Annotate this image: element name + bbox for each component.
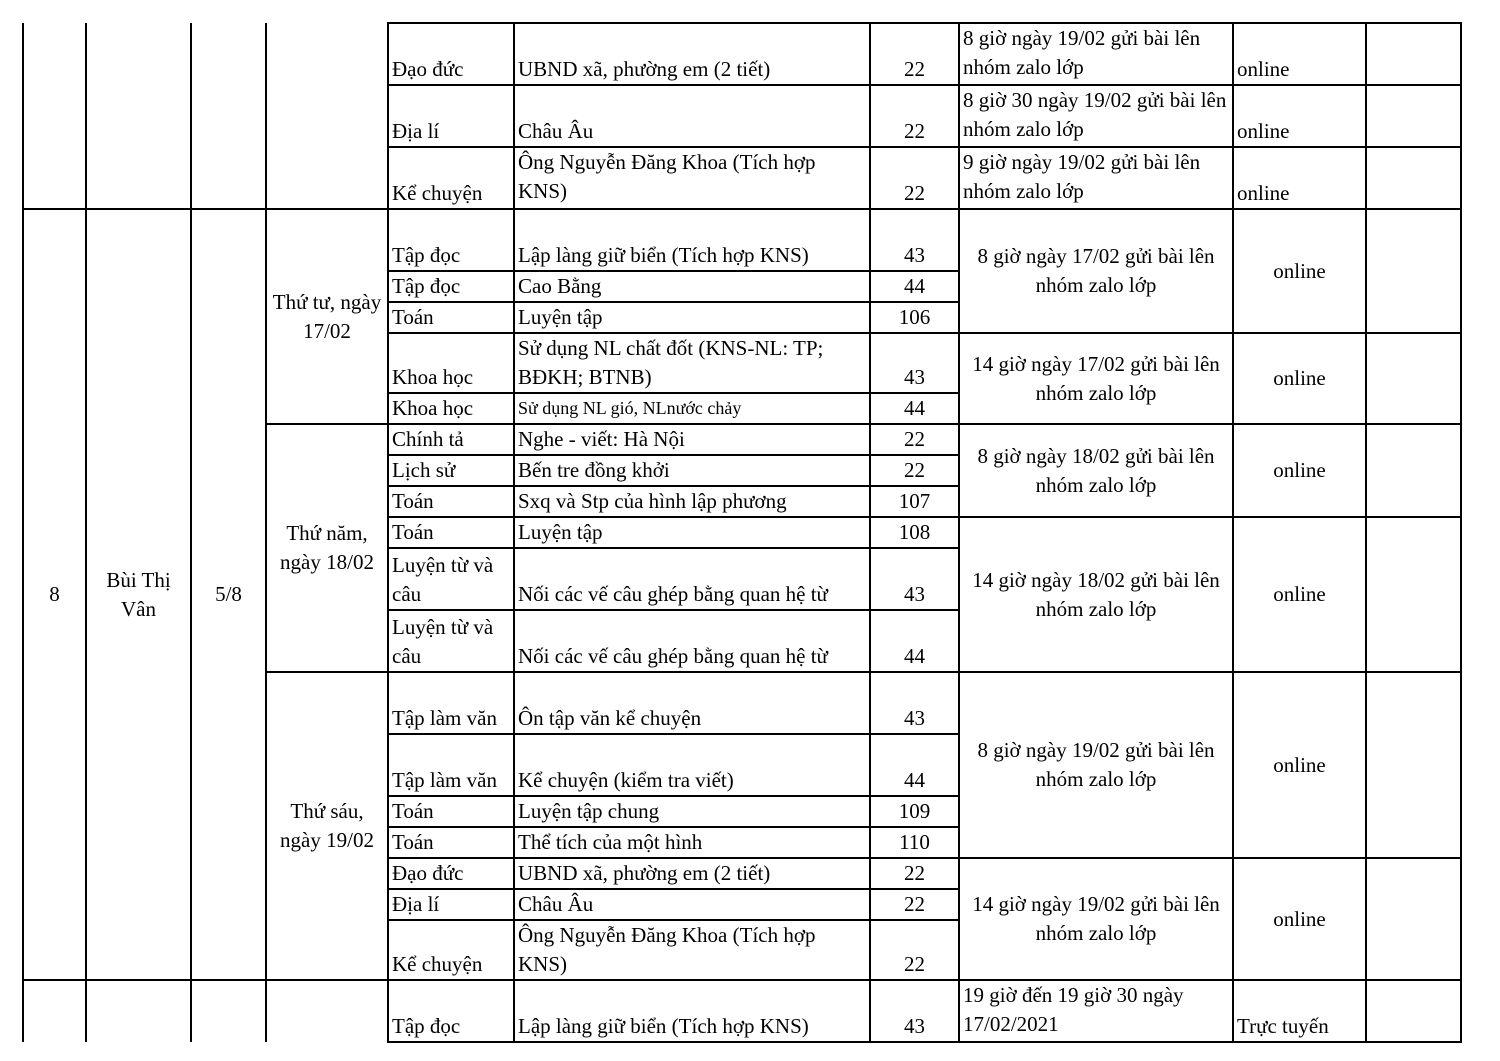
teacher-cell xyxy=(86,980,191,1042)
time-cell: 8 giờ ngày 18/02 gửi bài lên nhóm zalo lớp xyxy=(959,424,1233,517)
period-cell: 43 xyxy=(870,209,959,271)
mode-cell: online xyxy=(1233,209,1366,333)
subject-cell: Địa lí xyxy=(388,889,514,920)
time-cell: 8 giờ ngày 19/02 gửi bài lên nhóm zalo lớp xyxy=(959,23,1233,85)
lesson-cell: Kể chuyện (kiểm tra viết) xyxy=(514,734,870,796)
lesson-cell: Ông Nguyễn Đăng Khoa (Tích hợp KNS) xyxy=(514,147,870,209)
mode-cell: online xyxy=(1233,424,1366,517)
mode-cell: online xyxy=(1233,85,1366,147)
period-cell: 43 xyxy=(870,980,959,1042)
lesson-cell: Luyện tập xyxy=(514,302,870,333)
period-cell: 107 xyxy=(870,486,959,517)
stt-cell: 8 xyxy=(23,209,86,980)
mode-cell: online xyxy=(1233,858,1366,980)
note-cell xyxy=(1366,333,1461,424)
period-cell: 22 xyxy=(870,23,959,85)
time-cell: 14 giờ ngày 18/02 gửi bài lên nhóm zalo lớp xyxy=(959,517,1233,672)
table-row xyxy=(23,209,1461,271)
period-cell: 22 xyxy=(870,147,959,209)
period-cell: 22 xyxy=(870,858,959,889)
subject-cell: Toán xyxy=(388,486,514,517)
schedule-table xyxy=(22,22,1462,1043)
note-cell xyxy=(1366,147,1461,209)
subject-cell: Kể chuyện xyxy=(388,920,514,980)
subject-cell: Tập đọc xyxy=(388,209,514,271)
subject-cell: Luyện từ và câu xyxy=(388,610,514,672)
period-cell: 22 xyxy=(870,85,959,147)
lesson-cell: Sxq và Stp của hình lập phương xyxy=(514,486,870,517)
lesson-cell: Nối các vế câu ghép bằng quan hệ từ xyxy=(514,610,870,672)
note-cell xyxy=(1366,858,1461,980)
note-cell xyxy=(1366,424,1461,517)
period-cell: 44 xyxy=(870,610,959,672)
teacher-cell xyxy=(86,23,191,209)
subject-cell: Toán xyxy=(388,796,514,827)
subject-cell: Địa lí xyxy=(388,85,514,147)
subject-cell: Toán xyxy=(388,827,514,858)
day-cell: Thứ sáu, ngày 19/02 xyxy=(266,672,388,980)
note-cell xyxy=(1366,209,1461,333)
period-cell: 22 xyxy=(870,424,959,455)
subject-cell: Tập làm văn xyxy=(388,734,514,796)
teacher-name-cell: Bùi Thị Vân xyxy=(86,209,191,980)
note-cell xyxy=(1366,85,1461,147)
subject-cell: Đạo đức xyxy=(388,858,514,889)
time-cell: 8 giờ 30 ngày 19/02 gửi bài lên nhóm zalo lớp xyxy=(959,85,1233,147)
subject-cell: Tập làm văn xyxy=(388,672,514,734)
mode-cell: online xyxy=(1233,517,1366,672)
lesson-cell: Lập làng giữ biển (Tích hợp KNS) xyxy=(514,209,870,271)
period-cell: 43 xyxy=(870,333,959,393)
class-cell: 5/8 xyxy=(191,209,266,980)
mode-cell: online xyxy=(1233,23,1366,85)
period-cell: 44 xyxy=(870,734,959,796)
note-cell xyxy=(1366,517,1461,672)
period-cell: 108 xyxy=(870,517,959,548)
lesson-cell: Ông Nguyễn Đăng Khoa (Tích hợp KNS) xyxy=(514,920,870,980)
lesson-cell: Nối các vế câu ghép bằng quan hệ từ xyxy=(514,548,870,610)
lesson-cell: Lập làng giữ biển (Tích hợp KNS) xyxy=(514,980,870,1042)
stt-cell xyxy=(23,980,86,1042)
time-cell: 19 giờ đến 19 giờ 30 ngày 17/02/2021 xyxy=(959,980,1233,1042)
period-cell: 22 xyxy=(870,920,959,980)
mode-cell: online xyxy=(1233,672,1366,858)
note-cell xyxy=(1366,672,1461,858)
lesson-cell: Bến tre đồng khởi xyxy=(514,455,870,486)
lesson-cell: Châu Âu xyxy=(514,889,870,920)
period-cell: 44 xyxy=(870,271,959,302)
lesson-cell: Sử dụng NL chất đốt (KNS-NL: TP; BĐKH; BTNB) xyxy=(514,333,870,393)
lesson-cell: Sử dụng NL gió, NLnước chảy xyxy=(514,393,870,424)
stt-cell xyxy=(23,23,86,209)
table-row xyxy=(23,980,1461,1042)
subject-cell: Tập đọc xyxy=(388,271,514,302)
period-cell: 22 xyxy=(870,455,959,486)
subject-cell: Lịch sử xyxy=(388,455,514,486)
subject-cell: Chính tả xyxy=(388,424,514,455)
table-row xyxy=(23,23,1461,85)
time-cell: 9 giờ ngày 19/02 gửi bài lên nhóm zalo lớp xyxy=(959,147,1233,209)
subject-cell: Luyện từ và câu xyxy=(388,548,514,610)
period-cell: 109 xyxy=(870,796,959,827)
lesson-cell: Luyện tập xyxy=(514,517,870,548)
lesson-cell: Ôn tập văn kể chuyện xyxy=(514,672,870,734)
time-cell: 8 giờ ngày 17/02 gửi bài lên nhóm zalo lớp xyxy=(959,209,1233,333)
class-cell xyxy=(191,980,266,1042)
day-cell xyxy=(266,980,388,1042)
time-cell: 8 giờ ngày 19/02 gửi bài lên nhóm zalo lớp xyxy=(959,672,1233,858)
time-cell: 14 giờ ngày 19/02 gửi bài lên nhóm zalo lớp xyxy=(959,858,1233,980)
note-cell xyxy=(1366,980,1461,1042)
subject-cell: Khoa học xyxy=(388,393,514,424)
period-cell: 106 xyxy=(870,302,959,333)
period-cell: 43 xyxy=(870,548,959,610)
subject-cell: Khoa học xyxy=(388,333,514,393)
subject-cell: Kể chuyện xyxy=(388,147,514,209)
lesson-cell: UBND xã, phường em (2 tiết) xyxy=(514,23,870,85)
day-cell: Thứ tư, ngày 17/02 xyxy=(266,209,388,424)
lesson-cell: Luyện tập chung xyxy=(514,796,870,827)
lesson-cell: Châu Âu xyxy=(514,85,870,147)
subject-cell: Toán xyxy=(388,302,514,333)
period-cell: 44 xyxy=(870,393,959,424)
time-cell: 14 giờ ngày 17/02 gửi bài lên nhóm zalo lớp xyxy=(959,333,1233,424)
mode-cell: Trực tuyến xyxy=(1233,980,1366,1042)
period-cell: 43 xyxy=(870,672,959,734)
mode-cell: online xyxy=(1233,147,1366,209)
note-cell xyxy=(1366,23,1461,85)
lesson-cell: Cao Bằng xyxy=(514,271,870,302)
lesson-cell: Thể tích của một hình xyxy=(514,827,870,858)
subject-cell: Tập đọc xyxy=(388,980,514,1042)
period-cell: 110 xyxy=(870,827,959,858)
class-cell xyxy=(191,23,266,209)
subject-cell: Toán xyxy=(388,517,514,548)
lesson-cell: Nghe - viết: Hà Nội xyxy=(514,424,870,455)
day-cell xyxy=(266,23,388,209)
subject-cell: Đạo đức xyxy=(388,23,514,85)
day-cell: Thứ năm, ngày 18/02 xyxy=(266,424,388,672)
period-cell: 22 xyxy=(870,889,959,920)
lesson-cell: UBND xã, phường em (2 tiết) xyxy=(514,858,870,889)
mode-cell: online xyxy=(1233,333,1366,424)
